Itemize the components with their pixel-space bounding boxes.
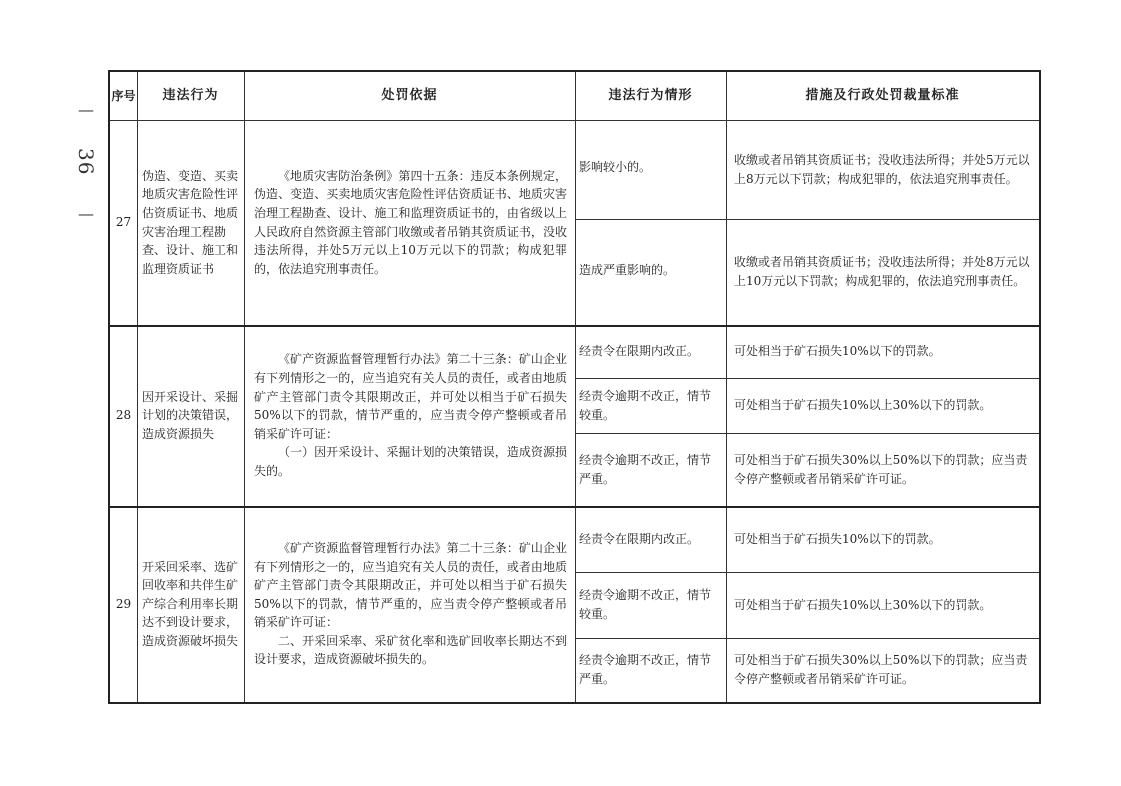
row-28-measure-3: 可处相当于矿石损失30%以上50%以下的罚款；应当责令停产整顿或者吊销采矿许可证。 [734,452,1028,486]
header-basis: 处罚依据 [381,87,438,103]
row-29-basis-clause: 二、开采回采率、采矿贫化率和选矿回收率长期达不到设计要求，造成资源破坏损失的。 [254,633,567,667]
row-29-basis [244,506,575,702]
header-circumstance: 违法行为情形 [608,87,693,103]
row-29-circumstance-3: 经责令逾期不改正，情节严重。 [579,653,712,686]
row-29-basis-text: 《矿产资源监督管理暂行办法》第二十三条：矿山企业有下列情形之一的，应当追究有关人员的责任，或者由地质矿产主管部门责令其限期改正，并可处以相当于矿石损失50%以下的罚款，情节严重的，应当责令停产整顿或者吊销采矿许可证： [254,540,567,630]
page-number-dash-bottom: — [78,203,94,223]
row-27-circumstance-2: 造成严重影响的。 [579,263,676,277]
row-28-measure-2: 可处相当于矿石损失10%以上30%以下的罚款。 [734,398,992,413]
row-27-circumstance-1: 影响较小的。 [579,160,652,174]
page-number-value: 36 [74,148,98,176]
row-27-violation: 伪造、变造、买卖地质灾害危险性评估资质证书、地质灾害治理工程勘查、设计、施工和监理资质证书 [142,168,239,276]
row-27-seq: 27 [115,215,132,230]
row-28-circumstance-3: 经责令逾期不改正，情节严重。 [579,452,712,486]
header-seq: 序号 [111,88,136,103]
row-27-measure-2: 收缴或者吊销其资质证书；没收违法所得；并处8万元以上10万元以下罚款；构成犯罪的，依法追究刑事责任。 [734,255,1030,288]
row-29-seq: 29 [115,596,132,611]
row-28-circumstance-1: 经责令在限期内改正。 [579,344,700,359]
row-29-circumstance-2: 经责令逾期不改正，情节较重。 [579,588,712,621]
row-28-violation: 因开采设计、采掘计划的决策错误，造成资源损失 [142,389,239,441]
page-number [66,102,106,222]
row-27-basis [244,120,575,325]
row-28-seq: 28 [115,408,132,423]
row-29-violation: 开采回采率、选矿回收率和共伴生矿产综合利用率长期达不到设计要求，造成资源破坏损失 [142,559,239,648]
header-violation: 违法行为 [162,87,219,103]
row-29-measure-1: 可处相当于矿石损失10%以下的罚款。 [734,531,941,546]
row-29-measure-2: 可处相当于矿石损失10%以上30%以下的罚款。 [734,597,992,612]
row-29-measure-3: 可处相当于矿石损失30%以上50%以下的罚款；应当责令停产整顿或者吊销采矿许可证。 [734,653,1028,686]
row-28-circumstance-2: 经责令逾期不改正，情节较重。 [579,388,712,422]
row-27-basis-text: 《地质灾害防治条例》第四十五条：违反本条例规定，伪造、变造、买卖地质灾害危险性评估资质证书、地质灾害治理工程勘查、设计、施工和监理资质证书的，由省级以上人民政府自然资源主管部门收缴或者吊销其资质证书，没收违法所得，并处5万元以上10万元以下的罚款；构成犯罪的，依法追究刑事责任。 [254,168,567,276]
page-number-dash-top: — [78,100,94,119]
penalty-standard-table [108,70,1041,704]
row-28-basis-clause: （一）因开采设计、采掘计划的决策错误，造成资源损失的。 [254,445,567,478]
row-29-circumstance-1: 经责令在限期内改正。 [579,531,700,546]
row-28-measure-1: 可处相当于矿石损失10%以下的罚款。 [734,344,941,359]
row-28-basis [244,325,575,506]
row-28-basis-text: 《矿产资源监督管理暂行办法》第二十三条：矿山企业有下列情形之一的，应当追究有关人员的责任，或者由地质矿产主管部门责令其限期改正，并可处以相当于矿石损失50%以下的罚款，情节严重的，应当责令停产整顿或者吊销采矿许可证： [254,352,567,441]
header-measure: 措施及行政处罚裁量标准 [805,87,960,103]
row-27-measure-1: 收缴或者吊销其资质证书；没收违法所得；并处5万元以上8万元以下罚款；构成犯罪的，依法追究刑事责任。 [734,152,1030,186]
